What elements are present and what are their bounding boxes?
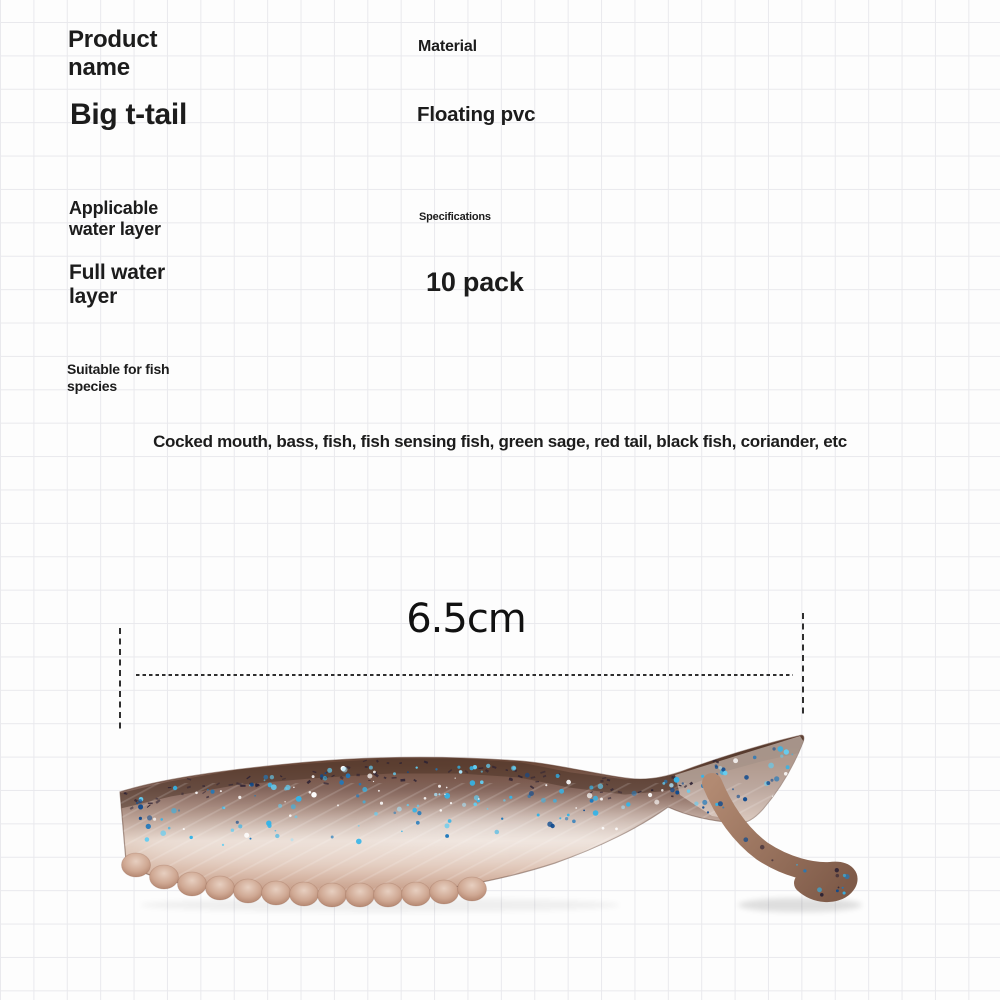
dimension-length-label: 6.5cm xyxy=(406,596,526,642)
water-layer-value: Full water layer xyxy=(69,261,166,308)
product-name-label: Product name xyxy=(68,26,158,81)
specifications-label: Specifications xyxy=(419,211,491,223)
material-value: Floating pvc xyxy=(417,103,536,126)
water-layer-label: Applicable water layer xyxy=(69,198,161,239)
specifications-value: 10 pack xyxy=(426,267,524,297)
lure-image xyxy=(100,725,890,985)
material-label: Material xyxy=(418,38,477,55)
fish-species-value: Cocked mouth, bass, fish, fish sensing fish, green sage, red tail, black fish, coriander, etc xyxy=(153,432,847,451)
lure-tail-shadow xyxy=(738,898,862,912)
fish-species-label: Suitable for fish species xyxy=(67,361,170,394)
product-name-value: Big t-tail xyxy=(70,98,187,131)
